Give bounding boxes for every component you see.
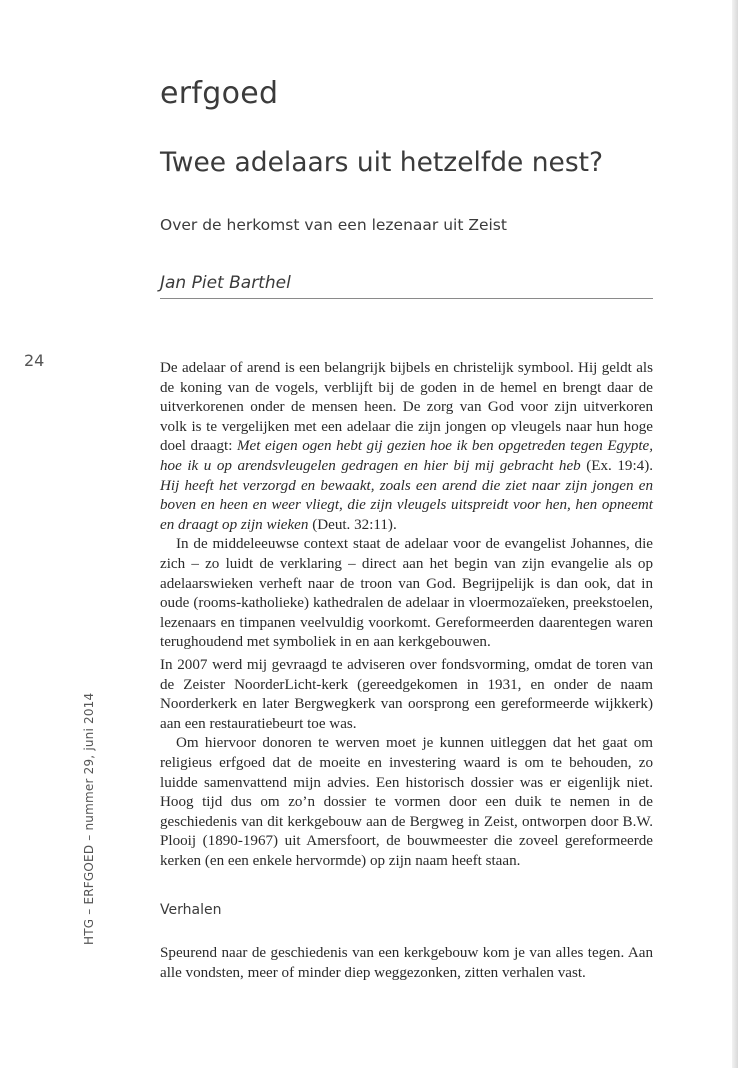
running-head: HTG – ERFGOED – nummer 29, juni 2014 (82, 692, 96, 945)
text-run: De adelaar of arend is een belangrijk bijbels en christelijk symbool. Hij geldt als de koning van de vogels, verblijft bij de goden in de hemel en brengt daar de uitverkorenen onder de mensen heen. De zorg van God voor zijn uitverkoren volk is te vergelijken met een adelaar die zijn jongen op vleugels naar hun hoge doel draagt: (160, 360, 653, 455)
article-title: Twee adelaars uit hetzelfde nest? (160, 147, 604, 178)
page-edge (732, 0, 738, 1068)
section-label: erfgoed (160, 76, 279, 111)
body-block-2 (160, 656, 653, 872)
paragraph: In de middeleeuwse context staat de adelaar voor de evangelist Johannes, die zich – zo luidt de verklaring – direct aan het begin van zijn evangelie als op adelaarswieken verheft naar de troon van God. Begrijpelijk is dan ook, dat in oude (rooms-katholieke) kathedralen de adelaar in vloermozaïeken, preekstoelen, lezenaars en timpanen veelvuldig voorkomt. Gereformeerden daarentegen waren terughoudend met symboliek in en aan kerkgebouwen. (160, 536, 653, 651)
quote-italic: Hij heeft het verzorgd en bewaakt, zoals een arend die ziet naar zijn jongen en boven en heen en weer vliegt, die zijn vleugels uitspreidt voor hen, hen opneemt en draagt op zijn wieken (160, 477, 653, 533)
paragraph (160, 359, 653, 535)
body-block-3 (160, 944, 653, 983)
paragraph: Speurend naar de geschiedenis van een kerkgebouw kom je van alles tegen. Aan alle vondsten, meer of minder diep weggezonken, zitten verhalen vast. (160, 945, 653, 981)
citation: (Deut. 32:11). (312, 516, 397, 533)
quote-italic: Met eigen ogen hebt gij gezien hoe ik ben opgetreden tegen Egypte, hoe ik u op arendsvleugelen gedragen en hier bij mij gebracht heb (160, 438, 654, 474)
citation: (Ex. 19:4). (586, 457, 653, 474)
article-subtitle: Over de herkomst van een lezenaar uit Zeist (160, 216, 507, 234)
section-heading: Verhalen (160, 902, 222, 918)
paragraph: Om hiervoor donoren te werven moet je kunnen uitleggen dat het gaat om religieus erfgoed dat de moeite en investering waard is om te behouden, zo luidde samenvattend mijn advies. Een historisch dossier was er eigenlijk niet. Hoog tijd dus om zo’n dossier te vormen door een duik te nemen in de geschiedenis van dit kerkgebouw aan de Bergweg in Zeist, ontworpen door B.W. Plooij (1890-1967) uit Amersfoort, de bouwmeester die zoveel gereformeerde kerken (en een enkele hervormde) op zijn naam heeft staan. (160, 735, 653, 869)
author-divider (160, 298, 653, 299)
body-block-1 (160, 359, 653, 653)
author-name: Jan Piet Barthel (160, 273, 291, 293)
paragraph: In 2007 werd mij gevraagd te adviseren over fondsvorming, omdat de toren van de Zeister NoorderLicht-kerk (gereedgekomen in 1931, en onder de naam Noorderkerk en later Bergwegkerk van oorsprong een gereformeerde wijkkerk) aan een restauratiebeurt toe was. (160, 657, 653, 732)
page-number: 24 (24, 351, 45, 370)
